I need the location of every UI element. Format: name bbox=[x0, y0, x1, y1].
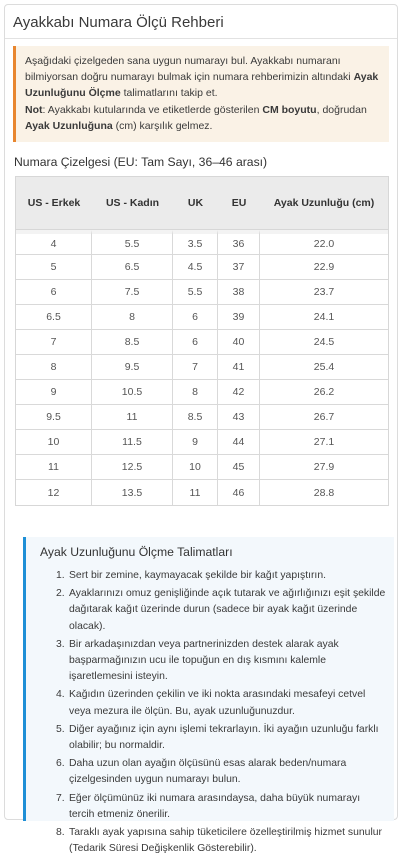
cell-eu: 41 bbox=[218, 355, 260, 380]
guide-step bbox=[40, 568, 388, 584]
cell-foot-length: 25.4 bbox=[260, 355, 388, 380]
cell-eu: 43 bbox=[218, 405, 260, 430]
step-text: Bir arkadaşınızdan veya partnerinizden destek alarak ayak başparmağınızın ucu ile topuğun en dış kısmını kalemle işaretlemesini isteyin. bbox=[69, 638, 339, 683]
notice-intro-end: talimatlarını takip et. bbox=[120, 87, 218, 100]
cell-uk: 9 bbox=[173, 430, 218, 455]
cell-uk: 7 bbox=[173, 355, 218, 380]
guide-title: Ayak Uzunluğunu Ölçme Talimatları bbox=[40, 545, 233, 559]
size-chart-heading: Numara Çizelgesi (EU: Tam Sayı, 36–46 arası) bbox=[14, 155, 268, 169]
cell-foot-length: 23.7 bbox=[260, 280, 388, 305]
cell-eu: 39 bbox=[218, 305, 260, 330]
note-label: Not bbox=[25, 103, 43, 116]
step-text: Daha uzun olan ayağın ölçüsünü esas alarak beden/numara çizelgesinden uygun numarayı bulun. bbox=[69, 758, 347, 786]
guide-step bbox=[40, 687, 388, 719]
cell-eu: 36 bbox=[218, 230, 260, 255]
header-eu: EU bbox=[218, 177, 260, 230]
cell-foot-length: 28.8 bbox=[313, 486, 335, 499]
table-row bbox=[16, 255, 388, 280]
table-row bbox=[16, 480, 388, 505]
cell-us-men: 11 bbox=[16, 455, 92, 480]
cell-uk: 6 bbox=[173, 305, 218, 330]
cell-us-men: 6.5 bbox=[16, 305, 92, 330]
cell-foot-length: 22.9 bbox=[260, 255, 388, 280]
cell-us-men: 7 bbox=[16, 330, 92, 355]
table-row bbox=[16, 405, 388, 430]
header-foot-length: Ayak Uzunluğu (cm) bbox=[260, 177, 388, 230]
cell-eu: 37 bbox=[218, 255, 260, 280]
step-text: Ayaklarınızı omuz genişliğinde açık tutarak ve ağırlığınızı eşit şekilde dağıtarak kağıt üzerinde durun (sadece bir ayak kağıt üzerinde olacak). bbox=[69, 588, 386, 632]
step-text: Eğer ölçümünüz iki numara arasındaysa, daha büyük numarayı tercih etmeniz önerilir. bbox=[69, 792, 361, 820]
cell-us-women: 11 bbox=[92, 405, 173, 430]
cell-uk: 4.5 bbox=[173, 255, 218, 280]
note-text-1: : Ayakkabı kutularında ve etiketlerde gösterilen bbox=[42, 103, 263, 116]
guide-step bbox=[40, 791, 388, 823]
step-number: 7. bbox=[56, 792, 65, 804]
cell-uk: 8.5 bbox=[173, 405, 218, 430]
cell-us-men: 6 bbox=[16, 280, 92, 305]
page-title: Ayakkabı Numara Ölçü Rehberi bbox=[5, 5, 397, 39]
cell-foot-length: 22.0 bbox=[260, 230, 388, 255]
cell-us-women: 8 bbox=[92, 305, 173, 330]
cell-eu: 40 bbox=[218, 330, 260, 355]
cell-eu: 44 bbox=[218, 430, 260, 455]
cell-us-men: 4 bbox=[16, 230, 92, 255]
cell-us-women: 5.5 bbox=[92, 230, 173, 255]
note-bold-1: CM boyutu bbox=[262, 103, 317, 116]
step-number: 3. bbox=[56, 638, 65, 650]
cell-us-women: 11.5 bbox=[92, 430, 173, 455]
measurement-guide bbox=[23, 537, 394, 855]
table-row bbox=[16, 280, 388, 305]
cell-foot-length: 24.1 bbox=[260, 305, 388, 330]
cell-us-women: 7.5 bbox=[92, 280, 173, 305]
cell-foot-length: 27.1 bbox=[260, 430, 388, 455]
step-number: 4. bbox=[56, 689, 65, 701]
step-number: 8. bbox=[56, 827, 65, 839]
cell-foot-length: 26.2 bbox=[260, 380, 388, 405]
cell-us-men: 8 bbox=[16, 355, 92, 380]
cell-us-men: 12 bbox=[16, 480, 92, 505]
table-row bbox=[16, 355, 388, 380]
guide-step bbox=[40, 637, 388, 686]
cell-uk: 8 bbox=[173, 380, 218, 405]
step-text: Kağıdın üzerinden çekilin ve iki nokta arasındaki mesafeyi cetvel veya mezura ile ölçün. Bu, ayak uzunluğunuzdur. bbox=[69, 689, 366, 717]
notice-intro-text: Aşağıdaki çizelgeden sana uygun numarayı bul. Ayakkabı numaranı bilmiyorsan doğru numarayı bulmak için numara rehberimizin altındaki bbox=[25, 55, 354, 84]
size-guide-panel bbox=[4, 4, 398, 855]
cell-uk: 5.5 bbox=[173, 280, 218, 305]
cell-eu: 45 bbox=[218, 455, 260, 480]
table-row bbox=[16, 330, 388, 355]
step-number: 1. bbox=[56, 570, 65, 581]
cell-us-men: 9 bbox=[16, 380, 92, 405]
cell-foot-length: 24.5 bbox=[260, 330, 388, 355]
step-text: Taraklı ayak yapısına sahip tüketicilere özelleştirilmiş hizmet sunulur (Tedarik Süresi Değişkenlik Gösterebilir). bbox=[69, 827, 383, 855]
cell-foot-length: 27.9 bbox=[260, 455, 388, 480]
table-row bbox=[16, 380, 388, 405]
cell-us-women: 6.5 bbox=[92, 255, 173, 280]
note-text-2: , doğrudan bbox=[316, 103, 367, 116]
step-number: 5. bbox=[56, 723, 65, 735]
guide-steps-list bbox=[40, 568, 388, 857]
cell-uk: 6 bbox=[173, 330, 218, 355]
header-us-women: US - Kadın bbox=[92, 177, 173, 230]
cell-us-women: 10.5 bbox=[92, 380, 173, 405]
guide-step bbox=[40, 586, 388, 635]
cell-eu: 46 bbox=[218, 480, 260, 505]
cell-us-women: 13.5 bbox=[92, 480, 173, 505]
header-uk: UK bbox=[173, 177, 218, 230]
step-number: 6. bbox=[56, 758, 65, 770]
cell-us-men: 10 bbox=[16, 430, 92, 455]
table-row bbox=[16, 230, 388, 255]
table-row bbox=[16, 305, 388, 330]
cell-eu: 42 bbox=[218, 380, 260, 405]
cell-us-men: 5 bbox=[16, 255, 92, 280]
guide-step bbox=[40, 722, 388, 754]
step-text: Diğer ayağınız için aynı işlemi tekrarlayın. İki ayağın uzunluğu farklı olabilir; bu normaldir. bbox=[69, 723, 379, 752]
guide-step bbox=[40, 756, 388, 788]
note-bold-2: Ayak Uzunluğuna bbox=[25, 119, 113, 132]
cell-us-women: 12.5 bbox=[92, 455, 173, 480]
notice-link-text: Ayak Uzunluğunu Ölçme bbox=[25, 71, 379, 100]
cell-foot-length: 26.7 bbox=[260, 405, 388, 430]
table-row bbox=[16, 430, 388, 455]
step-text: Sert bir zemine, kaymayacak şekilde bir kağıt yapıştırın. bbox=[69, 570, 326, 581]
cell-uk: 10 bbox=[173, 455, 218, 480]
cell-uk: 11 bbox=[173, 480, 218, 505]
note-text-3: (cm) karşılık gelmez. bbox=[112, 119, 213, 132]
cell-us-women: 9.5 bbox=[92, 355, 173, 380]
table-header-row bbox=[16, 177, 388, 230]
table-row bbox=[16, 455, 388, 480]
size-chart-table bbox=[15, 176, 389, 506]
info-notice bbox=[13, 46, 389, 142]
cell-us-men: 9.5 bbox=[16, 405, 92, 430]
header-us-men: US - Erkek bbox=[16, 177, 92, 230]
step-number: 2. bbox=[56, 588, 65, 600]
cell-eu: 38 bbox=[218, 280, 260, 305]
guide-step bbox=[40, 825, 388, 857]
cell-uk: 3.5 bbox=[173, 230, 218, 255]
cell-us-women: 8.5 bbox=[92, 330, 173, 355]
